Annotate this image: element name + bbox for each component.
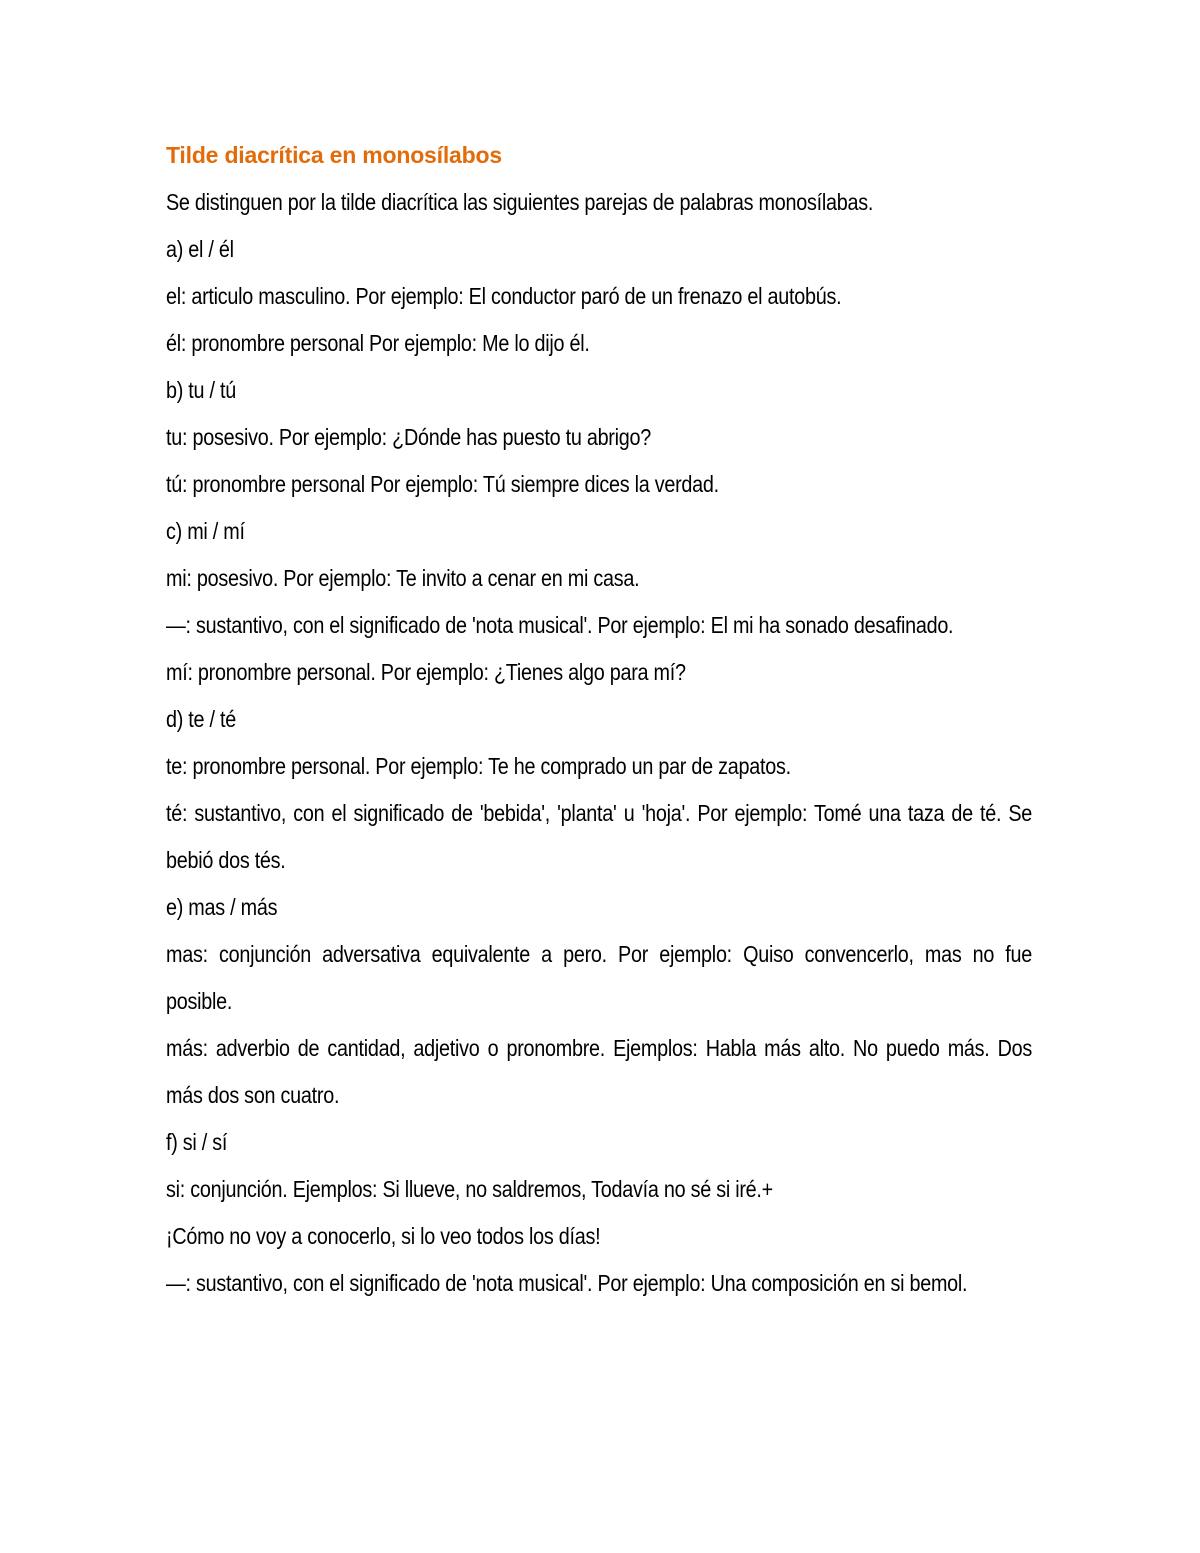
pair-heading-te: d) te / té: [166, 706, 236, 732]
pair-heading-mi: c) mi / mí: [166, 518, 245, 544]
definition-tu-accented: tú: pronombre personal Por ejemplo: Tú siempre dices la verdad.: [166, 471, 719, 497]
definition-mi: mi: posesivo. Por ejemplo: Te invito a cenar en mi casa.: [166, 565, 640, 591]
section-title: Tilde diacrítica en monosílabos: [166, 142, 502, 168]
definition-tu: tu: posesivo. Por ejemplo: ¿Dónde has puesto tu abrigo?: [166, 424, 652, 450]
pair-heading-si: f) si / sí: [166, 1129, 228, 1155]
intro-paragraph: Se distinguen por la tilde diacrítica las siguientes parejas de palabras monosílabas.: [166, 189, 874, 215]
example-si: ¡Cómo no voy a conocerlo, si lo veo todos los días!: [166, 1223, 601, 1249]
definition-mi-accented: mí: pronombre personal. Por ejemplo: ¿Tienes algo para mí?: [166, 659, 686, 685]
definition-mi-noun: —: sustantivo, con el significado de 'nota musical'. Por ejemplo: El mi ha sonado desafinado.: [166, 612, 954, 638]
document-content: [166, 132, 1032, 1307]
definition-te: te: pronombre personal. Por ejemplo: Te he comprado un par de zapatos.: [166, 753, 791, 779]
definition-mas-accented: más: adverbio de cantidad, adjetivo o pronombre. Ejemplos: Habla más alto. No puedo más. Dos más dos son cuatro.: [166, 1035, 1033, 1108]
definition-el: el: articulo masculino. Por ejemplo: El conductor paró de un frenazo el autobús.: [166, 283, 842, 309]
pair-heading-mas: e) mas / más: [166, 894, 278, 920]
definition-te-accented: té: sustantivo, con el significado de 'bebida', 'planta' u 'hoja'. Por ejemplo: Tomé una taza de té. Se bebió dos tés.: [166, 800, 1033, 873]
definition-mas: mas: conjunción adversativa equivalente a pero. Por ejemplo: Quiso convencerlo, mas no fue posible.: [166, 941, 1033, 1014]
definition-si: si: conjunción. Ejemplos: Si llueve, no saldremos, Todavía no sé si iré.+: [166, 1176, 773, 1202]
pair-heading-el: a) el / él: [166, 236, 234, 262]
definition-si-noun: —: sustantivo, con el significado de 'nota musical'. Por ejemplo: Una composición en si bemol.: [166, 1270, 968, 1296]
definition-el-accented: él: pronombre personal Por ejemplo: Me lo dijo él.: [166, 330, 590, 356]
pair-heading-tu: b) tu / tú: [166, 377, 236, 403]
